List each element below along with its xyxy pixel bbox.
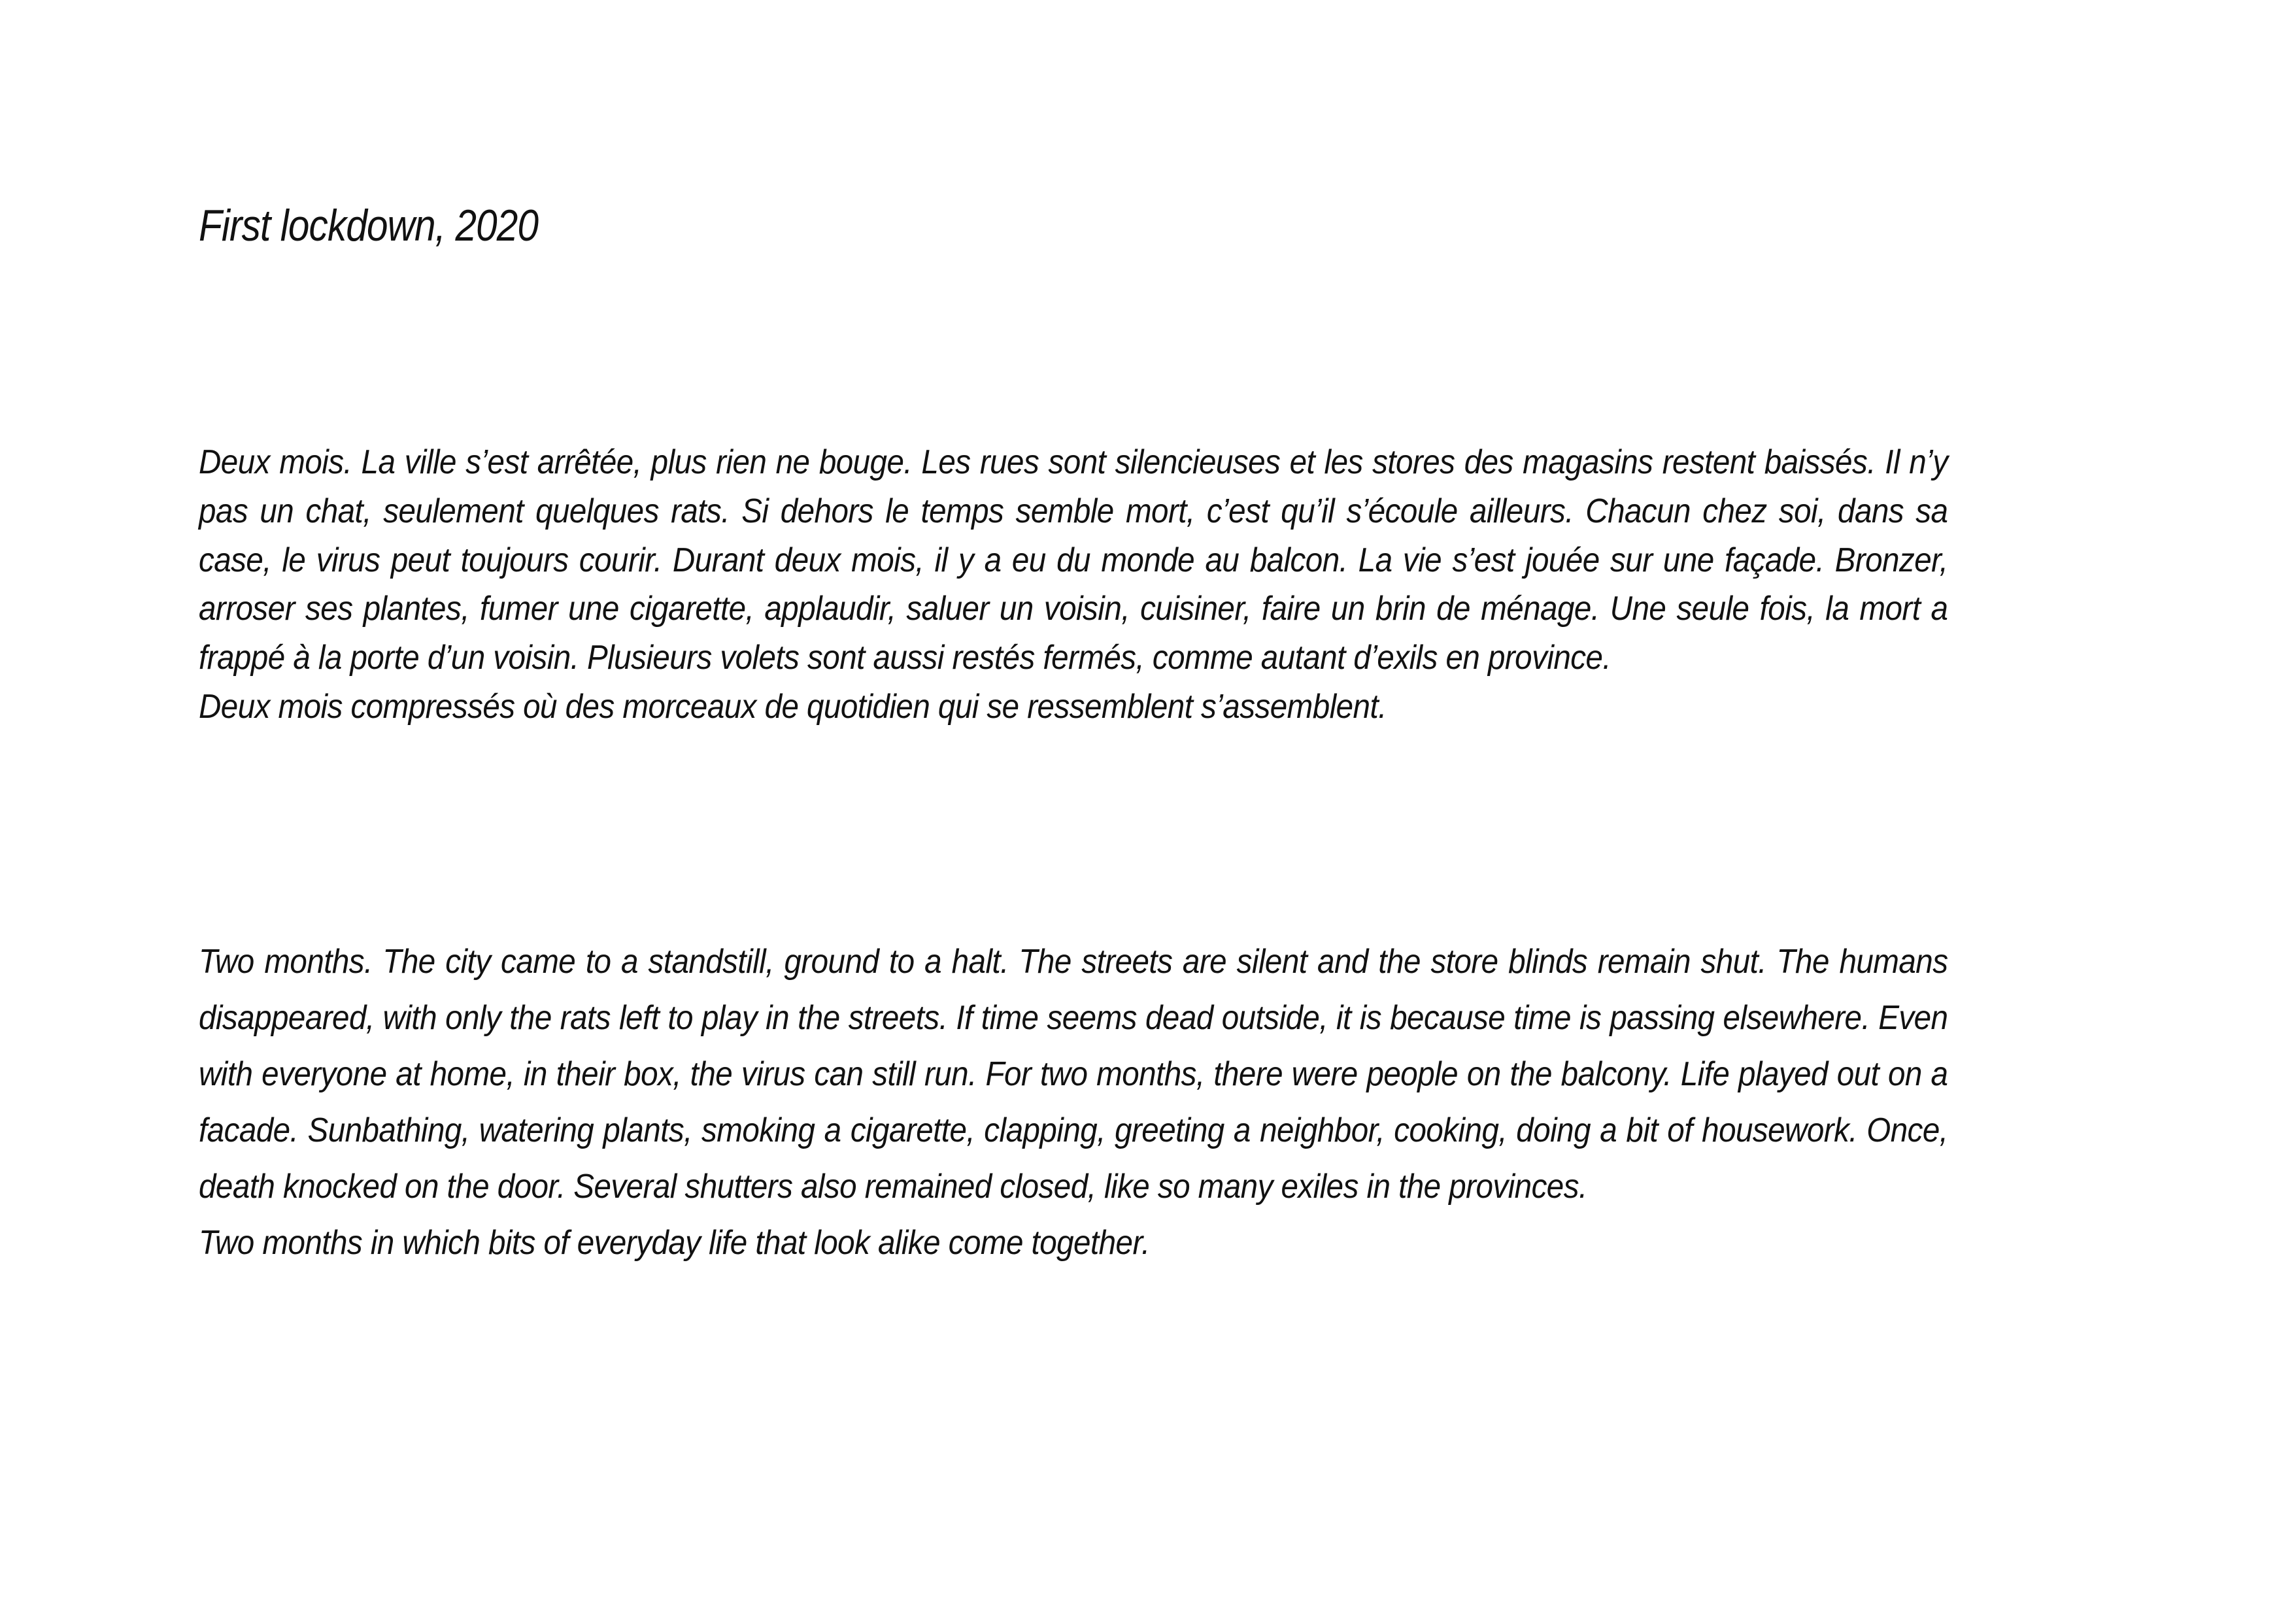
english-paragraph: Two months. The city came to a standstill, ground to a halt. The streets are silent and the store blinds remain shut. The humans disappeared, with only the rats left to play in the streets. If time seems dead outside, it is because time is passing elsewhere. Even with everyone at home, in their box, the virus can still run. For two months, there were people on the balcony. Life played out on a facade. Sunbathing, watering plants, smoking a cigarette, clapping, greeting a neighbor, cooking, doing a bit of housework. Once, death knocked on the door. Several shutters also remained closed, like so many exiles in the provinces. [199,943,1948,1206]
french-text-block [199,438,1948,732]
french-closing-line: Deux mois compressés où des morceaux de quotidien qui se ressemblent s’assemblent. [199,687,1387,726]
french-paragraph: Deux mois. La ville s’est arrêtée, plus rien ne bouge. Les rues sont silencieuses et les stores des magasins restent baissés. Il n’y pas un chat, seulement quelques rats. Si dehors le temps semble mort, c’est qu’il s’écoule ailleurs. Chacun chez soi, dans sa case, le virus peut toujours courir. Durant deux mois, il y a eu du monde au balcon. La vie s’est jouée sur une façade. Bronzer, arroser ses plantes, fumer une cigarette, applaudir, saluer un voisin, cuisiner, faire un brin de ménage. Une seule fois, la mort a frappé à la porte d’un voisin. Plusieurs volets sont aussi restés fermés, comme autant d’exils en province. [199,443,1948,677]
english-text-block [199,934,1948,1271]
english-closing-line: Two months in which bits of everyday life that look alike come together. [199,1224,1150,1262]
page-title: First lockdown, 2020 [199,201,539,250]
